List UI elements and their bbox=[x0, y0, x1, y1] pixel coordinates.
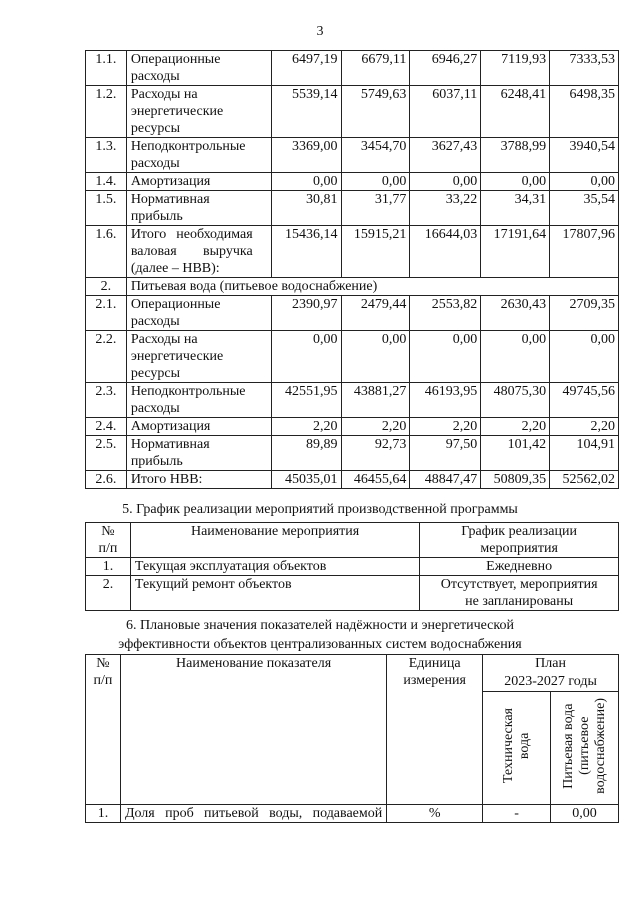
table-row bbox=[86, 331, 619, 383]
row-index: 1.3. bbox=[86, 138, 127, 173]
section6-heading-line1: 6. Плановые значения показателей надёжности и энергетической bbox=[126, 618, 514, 633]
budget-table bbox=[85, 50, 619, 489]
row-index: 2.2. bbox=[86, 331, 127, 383]
row-tech: - bbox=[483, 805, 551, 823]
value-cell-year-1: 6497,19 bbox=[271, 51, 341, 86]
row-index: 1.5. bbox=[86, 191, 127, 226]
value-cell-year-3: 16644,03 bbox=[410, 226, 481, 278]
value-cell-year-2: 5749,63 bbox=[341, 86, 410, 138]
value-cell-year-4: 2630,43 bbox=[481, 296, 550, 331]
row-name: Амортизация bbox=[126, 418, 271, 436]
value-cell-year-5: 52562,02 bbox=[550, 471, 619, 489]
value-cell-year-4: 0,00 bbox=[481, 173, 550, 191]
col-header-num: № п/п bbox=[86, 523, 131, 558]
table-row bbox=[86, 471, 619, 489]
row-name: Нормативная прибыль bbox=[126, 191, 271, 226]
value-cell-year-1: 2390,97 bbox=[271, 296, 341, 331]
value-cell-year-4: 3788,99 bbox=[481, 138, 550, 173]
page-number: 3 bbox=[316, 24, 324, 39]
row-num: 2. bbox=[86, 576, 131, 611]
value-cell-year-1: 45035,01 bbox=[271, 471, 341, 489]
schedule-table bbox=[85, 522, 619, 611]
row-schedule: Отсутствует, мероприятия не запланированы bbox=[420, 576, 619, 611]
value-cell-year-2: 15915,21 bbox=[341, 226, 410, 278]
value-cell-year-5: 104,91 bbox=[550, 436, 619, 471]
indicators-table bbox=[85, 654, 619, 823]
value-cell-year-3: 0,00 bbox=[410, 173, 481, 191]
row-num: 1. bbox=[86, 558, 131, 576]
table-row bbox=[86, 418, 619, 436]
value-cell-year-3: 48847,47 bbox=[410, 471, 481, 489]
row-name: Итого НВВ: bbox=[126, 471, 271, 489]
value-cell-year-4: 34,31 bbox=[481, 191, 550, 226]
col-header-plan: План 2023-2027 годы bbox=[483, 655, 619, 692]
col-header-name: Наименование мероприятия bbox=[130, 523, 419, 558]
row-index: 2.5. bbox=[86, 436, 127, 471]
value-cell-year-2: 92,73 bbox=[341, 436, 410, 471]
value-cell-year-2: 2,20 bbox=[341, 418, 410, 436]
value-cell-year-2: 2479,44 bbox=[341, 296, 410, 331]
section6-heading-line2: эффективности объектов централизованных систем водоснабжения bbox=[118, 637, 522, 652]
row-name: Текущий ремонт объектов bbox=[130, 576, 419, 611]
value-cell-year-3: 6037,11 bbox=[410, 86, 481, 138]
row-name: Неподконтрольные расходы bbox=[126, 383, 271, 418]
value-cell-year-1: 0,00 bbox=[271, 331, 341, 383]
value-cell-year-3: 33,22 bbox=[410, 191, 481, 226]
value-cell-year-3: 0,00 bbox=[410, 331, 481, 383]
value-cell-year-1: 42551,95 bbox=[271, 383, 341, 418]
value-cell-year-1: 5539,14 bbox=[271, 86, 341, 138]
table-row bbox=[86, 51, 619, 86]
value-cell-year-5: 6498,35 bbox=[550, 86, 619, 138]
row-name: Операционные расходы bbox=[126, 296, 271, 331]
value-cell-year-4: 50809,35 bbox=[481, 471, 550, 489]
value-cell-year-1: 30,81 bbox=[271, 191, 341, 226]
section-title: Питьевая вода (питьевое водоснабжение) bbox=[126, 278, 618, 296]
value-cell-year-3: 2,20 bbox=[410, 418, 481, 436]
row-name: Нормативная прибыль bbox=[126, 436, 271, 471]
value-cell-year-2: 0,00 bbox=[341, 331, 410, 383]
value-cell-year-2: 0,00 bbox=[341, 173, 410, 191]
row-index: 2.3. bbox=[86, 383, 127, 418]
row-index: 2.4. bbox=[86, 418, 127, 436]
row-name-line: (далее – НВВ): bbox=[130, 261, 220, 276]
table-row bbox=[86, 576, 619, 611]
value-cell-year-1: 0,00 bbox=[271, 173, 341, 191]
value-cell-year-3: 46193,95 bbox=[410, 383, 481, 418]
table-row bbox=[86, 383, 619, 418]
col-header-num: № п/п bbox=[86, 655, 121, 805]
value-cell-year-5: 0,00 bbox=[550, 331, 619, 383]
value-cell-year-2: 6679,11 bbox=[341, 51, 410, 86]
row-index: 1.2. bbox=[86, 86, 127, 138]
value-cell-year-5: 49745,56 bbox=[550, 383, 619, 418]
value-cell-year-4: 0,00 bbox=[481, 331, 550, 383]
col-header-tech-water: Техническая вода bbox=[500, 707, 532, 784]
row-index: 2.1. bbox=[86, 296, 127, 331]
row-name: Неподконтрольные расходы bbox=[126, 138, 271, 173]
table-row bbox=[86, 226, 619, 278]
row-unit: % bbox=[387, 805, 483, 823]
value-cell-year-4: 48075,30 bbox=[481, 383, 550, 418]
row-index: 1.1. bbox=[86, 51, 127, 86]
value-cell-year-1: 3369,00 bbox=[271, 138, 341, 173]
row-name: Амортизация bbox=[126, 173, 271, 191]
row-index: 2. bbox=[86, 278, 127, 296]
table-row bbox=[86, 805, 619, 823]
value-cell-year-2: 3454,70 bbox=[341, 138, 410, 173]
value-cell-year-1: 15436,14 bbox=[271, 226, 341, 278]
value-cell-year-4: 7119,93 bbox=[481, 51, 550, 86]
row-index: 1.4. bbox=[86, 173, 127, 191]
value-cell-year-2: 31,77 bbox=[341, 191, 410, 226]
value-cell-year-5: 2709,35 bbox=[550, 296, 619, 331]
row-schedule: Ежедневно bbox=[420, 558, 619, 576]
value-cell-year-5: 35,54 bbox=[550, 191, 619, 226]
value-cell-year-4: 17191,64 bbox=[481, 226, 550, 278]
row-name bbox=[126, 226, 271, 278]
section5-heading: 5. График реализации мероприятий производственной программы bbox=[122, 502, 518, 517]
row-name: Расходы на энергетические ресурсы bbox=[126, 86, 271, 138]
col-header-unit: Единица измерения bbox=[387, 655, 483, 805]
table-row bbox=[86, 86, 619, 138]
table-row bbox=[86, 173, 619, 191]
row-name-line: Итого необходимая bbox=[130, 227, 253, 242]
value-cell-year-3: 3627,43 bbox=[410, 138, 481, 173]
table-row bbox=[86, 558, 619, 576]
row-index: 1.6. bbox=[86, 226, 127, 278]
row-name-line: валовая выручка bbox=[130, 244, 253, 259]
value-cell-year-1: 89,89 bbox=[271, 436, 341, 471]
value-cell-year-4: 6248,41 bbox=[481, 86, 550, 138]
value-cell-year-5: 3940,54 bbox=[550, 138, 619, 173]
value-cell-year-5: 0,00 bbox=[550, 173, 619, 191]
value-cell-year-2: 43881,27 bbox=[341, 383, 410, 418]
row-index: 2.6. bbox=[86, 471, 127, 489]
table-row bbox=[86, 436, 619, 471]
row-name: Текущая эксплуатация объектов bbox=[130, 558, 419, 576]
col-header-drinking-water: Питьевая вода (питьевое водоснабжение) bbox=[560, 697, 608, 794]
value-cell-year-5: 7333,53 bbox=[550, 51, 619, 86]
value-cell-year-4: 101,42 bbox=[481, 436, 550, 471]
value-cell-year-3: 97,50 bbox=[410, 436, 481, 471]
table-row bbox=[86, 138, 619, 173]
section-row bbox=[86, 278, 619, 296]
value-cell-year-5: 2,20 bbox=[550, 418, 619, 436]
col-header-name: Наименование показателя bbox=[120, 655, 386, 805]
row-name: Операционные расходы bbox=[126, 51, 271, 86]
value-cell-year-2: 46455,64 bbox=[341, 471, 410, 489]
value-cell-year-1: 2,20 bbox=[271, 418, 341, 436]
value-cell-year-3: 6946,27 bbox=[410, 51, 481, 86]
table-row bbox=[86, 191, 619, 226]
col-header-schedule: График реализации мероприятия bbox=[420, 523, 619, 558]
table-row bbox=[86, 296, 619, 331]
row-name: Доля проб питьевой воды, подаваемой bbox=[120, 805, 386, 823]
row-drink: 0,00 bbox=[551, 805, 619, 823]
value-cell-year-4: 2,20 bbox=[481, 418, 550, 436]
row-num: 1. bbox=[86, 805, 121, 823]
value-cell-year-5: 17807,96 bbox=[550, 226, 619, 278]
row-name: Расходы на энергетические ресурсы bbox=[126, 331, 271, 383]
value-cell-year-3: 2553,82 bbox=[410, 296, 481, 331]
